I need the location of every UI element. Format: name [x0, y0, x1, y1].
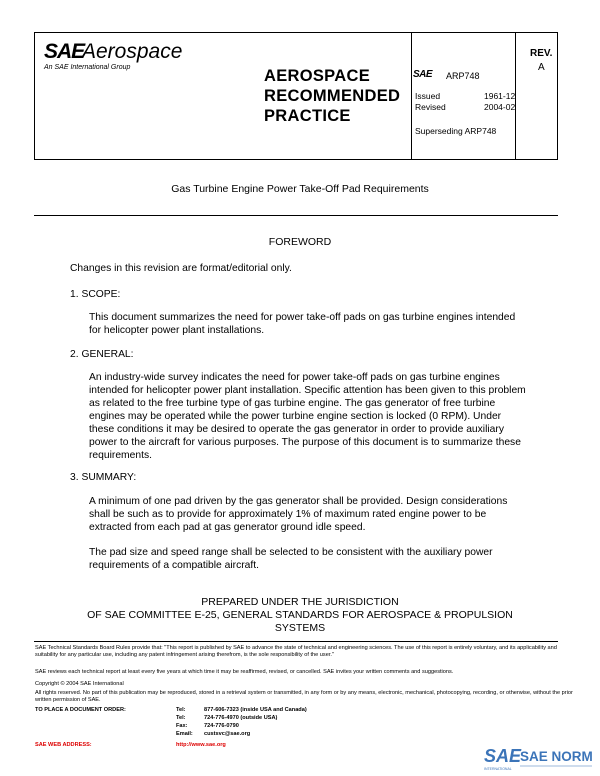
section-paragraph: The pad size and speed range shall be selected to be consistent with the auxiliary power requirements of a compatible aircraft.: [89, 547, 493, 571]
header-divider: [411, 33, 412, 159]
issued-date: 1961-12: [484, 91, 516, 101]
contact-label: Fax:: [176, 723, 188, 729]
divider: [34, 215, 558, 216]
web-address-label: SAE WEB ADDRESS:: [35, 742, 92, 748]
title-line: PRACTICE: [264, 107, 351, 125]
footer-policy: SAE Technical Standards Board Rules provide that: "This report is published by SAE to advance the state of technical and engineering sciences. The use of this report is entirely voluntary, and its applicability and suitability for any particular use, including any patent infringement arising therefrom, is the sole responsibility of the user.": [35, 645, 557, 658]
watermark-brand: SAE NORM: [520, 749, 593, 764]
section-paragraph: This document summarizes the need for power take-off pads on gas turbine engines intended for helicopter power plant installations.: [89, 312, 516, 336]
section-heading-summary: 3. SUMMARY:: [70, 472, 137, 483]
watermark-sub: INTERNATIONAL: [484, 767, 512, 771]
foreword-text: Changes in this revision are format/editorial only.: [70, 263, 292, 274]
superseding-note: Superseding ARP748: [415, 126, 497, 136]
sae-mark: SAE: [413, 69, 433, 80]
section-paragraph: A minimum of one pad driven by the gas generator shall be provided. Design considerations shall be such as to provide for approximately 1% of maximum rated engine power to be extracted from each pad at gas generator ground idle speed.: [89, 496, 508, 533]
footer-rights: All rights reserved. No part of this publication may be reproduced, stored in a retrieval system or transmitted, in any form or by any means, electronic, mechanical, photocopying, recording, or otherwise, without the prior written permission of SAE.: [35, 690, 573, 703]
section-heading-general: 2. GENERAL:: [70, 349, 134, 360]
footer-divider: [34, 641, 558, 642]
revised-date: 2004-02: [484, 102, 516, 112]
contact-value: 724-776-0790: [204, 723, 239, 729]
contact-fax: [176, 723, 239, 731]
jurisdiction-line: PREPARED UNDER THE JURISDICTION: [201, 596, 399, 608]
jurisdiction-line: OF SAE COMMITTEE E-25, GENERAL STANDARDS FOR AEROSPACE & PROPULSION: [87, 609, 513, 621]
web-address-link[interactable]: http://www.sae.org: [176, 742, 226, 748]
aerospace-logo-text: Aerospace: [82, 40, 183, 63]
contact-email: [176, 731, 250, 739]
jurisdiction-line: SYSTEMS: [274, 622, 326, 634]
section-paragraph: An industry-wide survey indicates the need for power take-off pads on gas turbine engines intended for helicopter power plant installation. Specific attention has been given to this problem as related to the free turbine type of gas turbine engine. The gas generator of free turbine engines may be operated while the power turbine engine section is locked (0 RPM). Under these conditions it may be desired to operate the gas generator in order to provide auxiliary power to the aircraft for various purposes. The purpose of this document is to summarize these requirements.: [89, 372, 526, 461]
logo-tagline: An SAE International Group: [44, 64, 131, 71]
sae-logo: SAE: [44, 40, 85, 63]
foreword-title: FOREWORD: [268, 236, 332, 248]
document-number: ARP748: [446, 71, 480, 81]
watermark-mark: SAE: [484, 746, 522, 766]
contact-value: 877-606-7323 (inside USA and Canada): [204, 707, 307, 713]
revision-label: REV.: [530, 48, 553, 59]
document-subject: Gas Turbine Engine Power Take-Off Pad Requirements: [171, 183, 429, 195]
sae-norm-watermark: [484, 742, 594, 772]
document-type-title: [264, 66, 400, 126]
footer-copyright: Copyright © 2004 SAE International: [35, 681, 124, 687]
contact-tel-outside: [176, 715, 277, 723]
contact-label: Tel:: [176, 707, 186, 713]
issued-label: Issued: [415, 91, 441, 101]
title-line: AEROSPACE: [264, 67, 370, 85]
order-label: TO PLACE A DOCUMENT ORDER:: [35, 707, 126, 713]
jurisdiction-statement: [40, 596, 560, 635]
footer-review: SAE reviews each technical report at least every five years at which time it may be reaffirmed, revised, or cancelled. SAE invites your written comments and suggestions.: [35, 669, 454, 675]
section-heading-scope: 1. SCOPE:: [70, 289, 121, 300]
revision-value: A: [538, 62, 545, 73]
contact-value: 724-776-4970 (outside USA): [204, 715, 278, 721]
revised-label: Revised: [415, 102, 446, 112]
contact-value[interactable]: custsvc@sae.org: [204, 731, 251, 737]
contact-label: Email:: [176, 731, 193, 737]
title-line: RECOMMENDED: [264, 87, 401, 105]
contact-label: Tel:: [176, 715, 186, 721]
contact-tel-inside: [176, 707, 307, 715]
